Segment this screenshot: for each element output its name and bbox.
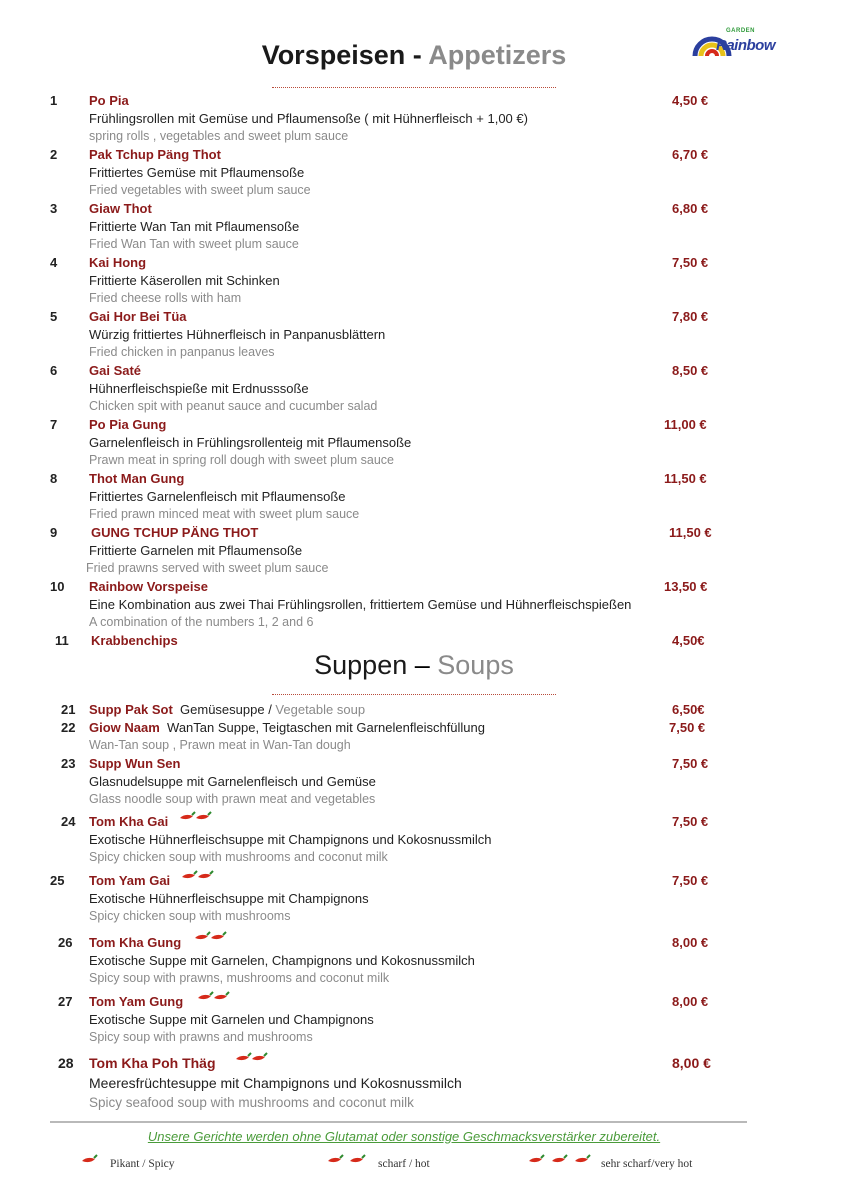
- item-number: 9: [50, 525, 58, 540]
- item-number: 3: [50, 201, 58, 216]
- dish-price: 7,50 €: [669, 720, 706, 735]
- legend-hot-label: scharf / hot: [378, 1158, 430, 1170]
- chili-pepper-icon: [326, 1152, 372, 1166]
- dish-description-en: Fried prawns served with sweet plum sauce: [86, 561, 329, 575]
- dish-description-de: Exotische Suppe mit Garnelen und Champignons: [89, 1012, 374, 1027]
- item-number: 23: [61, 756, 76, 771]
- item-number: 28: [58, 1055, 74, 1071]
- dish-price: 8,00 €: [672, 1055, 711, 1071]
- dish-name: Kai Hong: [89, 255, 147, 270]
- dish-description-en: spring rolls , vegetables and sweet plum sauce: [89, 129, 349, 143]
- dish-price: 7,80 €: [672, 309, 709, 324]
- dish-price: 11,50 €: [669, 525, 712, 540]
- item-number: 26: [58, 935, 73, 950]
- glutamate-note: Unsere Gerichte werden ohne Glutamat oder sonstige Geschmacksverstärker zubereitet.: [147, 1129, 661, 1144]
- dish-price: 7,50 €: [672, 873, 709, 888]
- dish-description-de: Frittierte Käserollen mit Schinken: [89, 273, 280, 288]
- dish-price: 4,50€: [672, 633, 705, 648]
- soups-title: [0, 650, 828, 681]
- dish-description-de: Garnelenfleisch in Frühlingsrollenteig mit Pflaumensoße: [89, 435, 412, 450]
- chili-pepper-icon: [193, 929, 229, 943]
- dish-description-en: Spicy soup with prawns and mushrooms: [89, 1030, 313, 1044]
- appetizers-title-separator: -: [412, 40, 429, 70]
- dish-name: Tom Yam Gung: [89, 994, 184, 1009]
- dish-description-en: Glass noodle soup with prawn meat and vegetables: [89, 792, 376, 806]
- soups-title-de: Suppen: [314, 650, 408, 680]
- chili-pepper-icon: [178, 809, 214, 823]
- dish-price: 4,50 €: [672, 93, 709, 108]
- dish-price: 13,50 €: [664, 579, 708, 594]
- chili-pepper-icon: [80, 1152, 102, 1166]
- dish-description-de: Frühlingsrollen mit Gemüse und Pflaumensoße ( mit Hühnerfleisch + 1,00 €): [89, 111, 528, 126]
- logo-garden-text: GARDEN: [726, 28, 756, 34]
- dish-description-de: Exotische Suppe mit Garnelen, Champignons und Kokosnussmilch: [89, 953, 475, 968]
- item-number: 5: [50, 309, 58, 324]
- appetizers-title-en: Appetizers: [428, 40, 567, 70]
- item-number: 1: [50, 93, 58, 108]
- dish-description-de: Hühnerfleischspieße mit Erdnusssoße: [89, 381, 309, 396]
- dish-price: 8,50 €: [672, 363, 709, 378]
- chili-pepper-icon: [180, 868, 216, 882]
- item-number: 25: [50, 873, 65, 888]
- logo-rainbow-text: Rainbow: [716, 37, 775, 54]
- item-number: 4: [50, 255, 58, 270]
- dish-description-en: Spicy seafood soup with mushrooms and coconut milk: [89, 1095, 414, 1110]
- footer-divider: [50, 1121, 747, 1123]
- dish-price: 11,50 €: [664, 471, 707, 486]
- dish-description-en: Spicy chicken soup with mushrooms and coconut milk: [89, 850, 388, 864]
- dish-description-de: Würzig frittiertes Hühnerfleisch in Panpanusblättern: [89, 327, 386, 342]
- dish-description-en: Fried Wan Tan with sweet plum sauce: [89, 237, 299, 251]
- dish-name: Tom Kha Poh Thäg: [89, 1055, 216, 1071]
- dish-description-en: Fried chicken in panpanus leaves: [89, 345, 275, 359]
- dish-name: Giaw Thot: [89, 201, 152, 216]
- dish-description-en: Fried cheese rolls with ham: [89, 291, 242, 305]
- dish-description-de: Frittierte Wan Tan mit Pflaumensoße: [89, 219, 300, 234]
- dish-description-de: WanTan Suppe, Teigtaschen mit Garnelenfleischfüllung: [167, 720, 485, 735]
- dish-name: Krabbenchips: [91, 633, 178, 648]
- dish-description-en: Spicy chicken soup with mushrooms: [89, 909, 291, 923]
- dish-description-de: Glasnudelsuppe mit Garnelenfleisch und Gemüse: [89, 774, 376, 789]
- dish-description-de: Frittiertes Garnelenfleisch mit Pflaumensoße: [89, 489, 346, 504]
- dish-description-en: Chicken spit with peanut sauce and cucumber salad: [89, 399, 378, 413]
- dish-description-de: Frittierte Garnelen mit Pflaumensoße: [89, 543, 303, 558]
- dish-description-en: Spicy soup with prawns, mushrooms and coconut milk: [89, 971, 390, 985]
- dish-name: Tom Kha Gung: [89, 935, 182, 950]
- soups-title-separator: –: [414, 650, 438, 680]
- dish-name: Gai Saté: [89, 363, 142, 378]
- appetizers-divider: [272, 87, 556, 88]
- chili-pepper-icon: [234, 1050, 270, 1064]
- dish-description-en: Vegetable soup: [275, 702, 366, 717]
- dish-price: 7,50 €: [672, 814, 709, 829]
- dish-name: Tom Kha Gai: [89, 814, 169, 829]
- dish-description-de: Frittiertes Gemüse mit Pflaumensoße: [89, 165, 305, 180]
- dish-description-de: Meeresfrüchtesuppe mit Champignons und Kokosnussmilch: [89, 1075, 462, 1091]
- dish-name: Po Pia: [89, 93, 129, 108]
- dish-name: Rainbow Vorspeise: [89, 579, 208, 594]
- item-number: 2: [50, 147, 58, 162]
- chili-pepper-icon: [196, 989, 232, 1003]
- dish-name: Po Pia Gung: [89, 417, 167, 432]
- dish-description-de: Exotische Hühnerfleischsuppe mit Champignons: [89, 891, 369, 906]
- dish-price: 8,00 €: [672, 935, 709, 950]
- dish-price: 6,50€: [672, 702, 705, 717]
- item-number: 22: [61, 720, 76, 735]
- dish-name: Thot Man Gung: [89, 471, 185, 486]
- item-number: 11: [55, 633, 69, 648]
- item-number: 6: [50, 363, 58, 378]
- dish-name: Giow Naam WanTan Suppe, Teigtaschen mit Garnelenfleischfüllung: [89, 720, 485, 735]
- dish-price: 7,50 €: [672, 756, 709, 771]
- dish-description-de: Eine Kombination aus zwei Thai Frühlingsrollen, frittiertem Gemüse und Hühnerfleischspießen: [89, 597, 632, 612]
- item-number: 21: [61, 702, 76, 717]
- item-number: 27: [58, 994, 73, 1009]
- dish-description-en: A combination of the numbers 1, 2 and 6: [89, 615, 314, 629]
- item-number: 7: [50, 417, 58, 432]
- dish-description-en: Fried prawn minced meat with sweet plum sauce: [89, 507, 360, 521]
- dish-price: 11,00 €: [664, 417, 707, 432]
- legend-spicy-label: Pikant / Spicy: [110, 1158, 175, 1170]
- appetizers-title-de: Vorspeisen: [261, 40, 406, 70]
- dish-name: Supp Wun Sen: [89, 756, 181, 771]
- item-number: 8: [50, 471, 58, 486]
- dish-price: 7,50 €: [672, 255, 709, 270]
- soups-title-en: Soups: [437, 650, 514, 680]
- dish-price: 6,80 €: [672, 201, 709, 216]
- dish-description-de: Gemüsesuppe /: [180, 702, 276, 717]
- dish-price: 6,70 €: [672, 147, 709, 162]
- item-number: 24: [61, 814, 76, 829]
- dish-name: Pak Tchup Päng Thot: [89, 147, 221, 162]
- chili-pepper-icon: [527, 1152, 599, 1166]
- dish-description-en: Wan-Tan soup , Prawn meat in Wan-Tan dough: [89, 738, 351, 752]
- appetizers-title: [0, 40, 828, 71]
- legend-very-hot-label: sehr scharf/very hot: [601, 1158, 693, 1170]
- dish-description-de: Exotische Hühnerfleischsuppe mit Champignons und Kokosnussmilch: [89, 832, 492, 847]
- dish-description-en: Prawn meat in spring roll dough with sweet plum sauce: [89, 453, 395, 467]
- dish-name: Supp Pak Sot Gemüsesuppe / Vegetable soup: [89, 702, 366, 717]
- dish-description-en: Fried vegetables with sweet plum sauce: [89, 183, 311, 197]
- dish-price: 8,00 €: [672, 994, 709, 1009]
- dish-name: Tom Yam Gai: [89, 873, 171, 888]
- dish-name: Gai Hor Bei Tüa: [89, 309, 187, 324]
- dish-name: GUNG TCHUP PÄNG THOT: [91, 525, 259, 540]
- item-number: 10: [50, 579, 65, 594]
- soups-divider: [272, 694, 556, 695]
